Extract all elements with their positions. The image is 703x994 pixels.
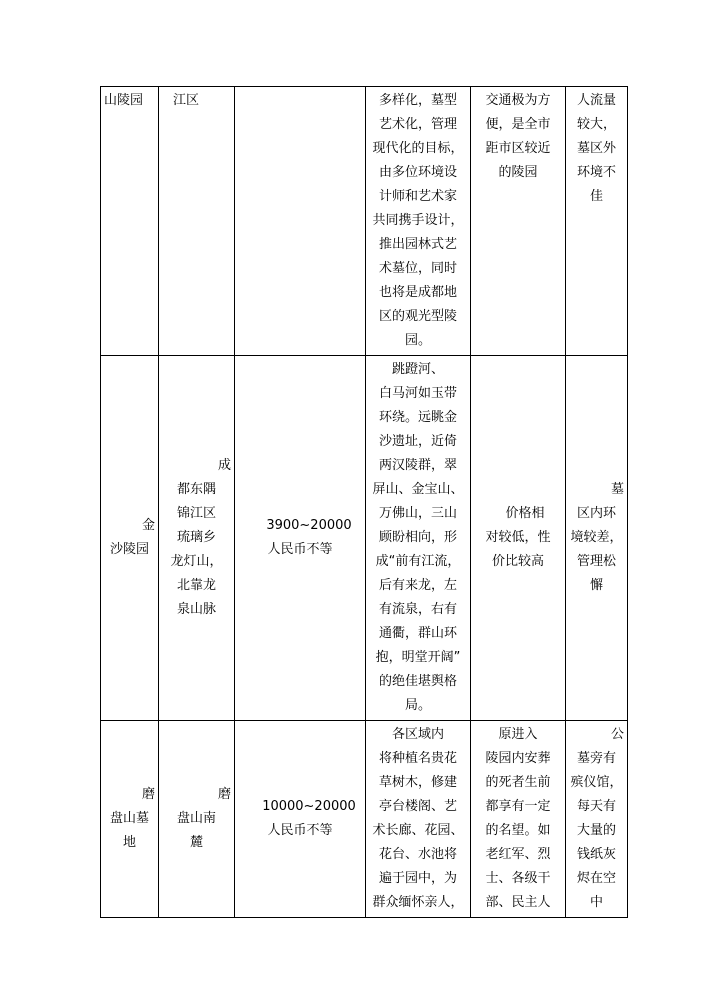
cell-name: 山陵园 — [101, 87, 159, 356]
cell-advantages: 交通极为方 便，是全市 距市区较近 的陵园 — [471, 87, 566, 356]
cell-features: 跳蹬河、 白马河如玉带 环绕。远眺金 沙遗址，近倚 两汉陵群，翠 屏山、金宝山、 万佛山，三山 顾盼相向，形 成“前有江流， 后有来龙，左 有流泉，右有 通衢，群山环 抱，明堂开阔” 的绝佳堪舆格 局。 — [366, 356, 471, 721]
cell-disadvantages: 人流量 较大， 墓区外 环境不 佳 — [566, 87, 628, 356]
cell-features: 各区域内 将种植名贵花 草树木，修建 亭台楼阁、艺 术长廊、花园、 花台、水池将 遍于园中，为 群众缅怀亲人， — [366, 721, 471, 918]
cell-disadvantages: 公 墓旁有 殡仪馆， 每天有 大量的 钱纸灰 烬在空 中 — [566, 721, 628, 918]
cell-name: 金 沙陵园 — [101, 356, 159, 721]
cell-location: 江区 — [159, 87, 235, 356]
cell-name: 磨 盘山墓 地 — [101, 721, 159, 918]
cell-location: 成 都东隅 锦江区 琉璃乡 龙灯山， 北靠龙 泉山脉 — [159, 356, 235, 721]
table-row — [101, 356, 628, 721]
cell-location: 磨 盘山南 麓 — [159, 721, 235, 918]
cemetery-comparison-table — [100, 86, 628, 918]
cell-features: 多样化，墓型 艺术化，管理 现代化的目标， 由多位环境设 计师和艺术家 共同携手设计， 推出园林式艺 术墓位，同时 也将是成都地 区的观光型陵 园。 — [366, 87, 471, 356]
cell-advantages: 原进入 陵园内安葬 的死者生前 都享有一定 的名望。如 老红军、烈 士、各级干 部、民主人 — [471, 721, 566, 918]
cell-disadvantages: 墓 区内环 境较差， 管理松 懈 — [566, 356, 628, 721]
cell-price: 10000~20000 人民币不等 — [235, 721, 366, 918]
cell-price: 3900~20000 人民币不等 — [235, 356, 366, 721]
table-row — [101, 87, 628, 356]
table-row — [101, 721, 628, 918]
cell-advantages: 价格相 对较低，性 价比较高 — [471, 356, 566, 721]
cell-price — [235, 87, 366, 356]
